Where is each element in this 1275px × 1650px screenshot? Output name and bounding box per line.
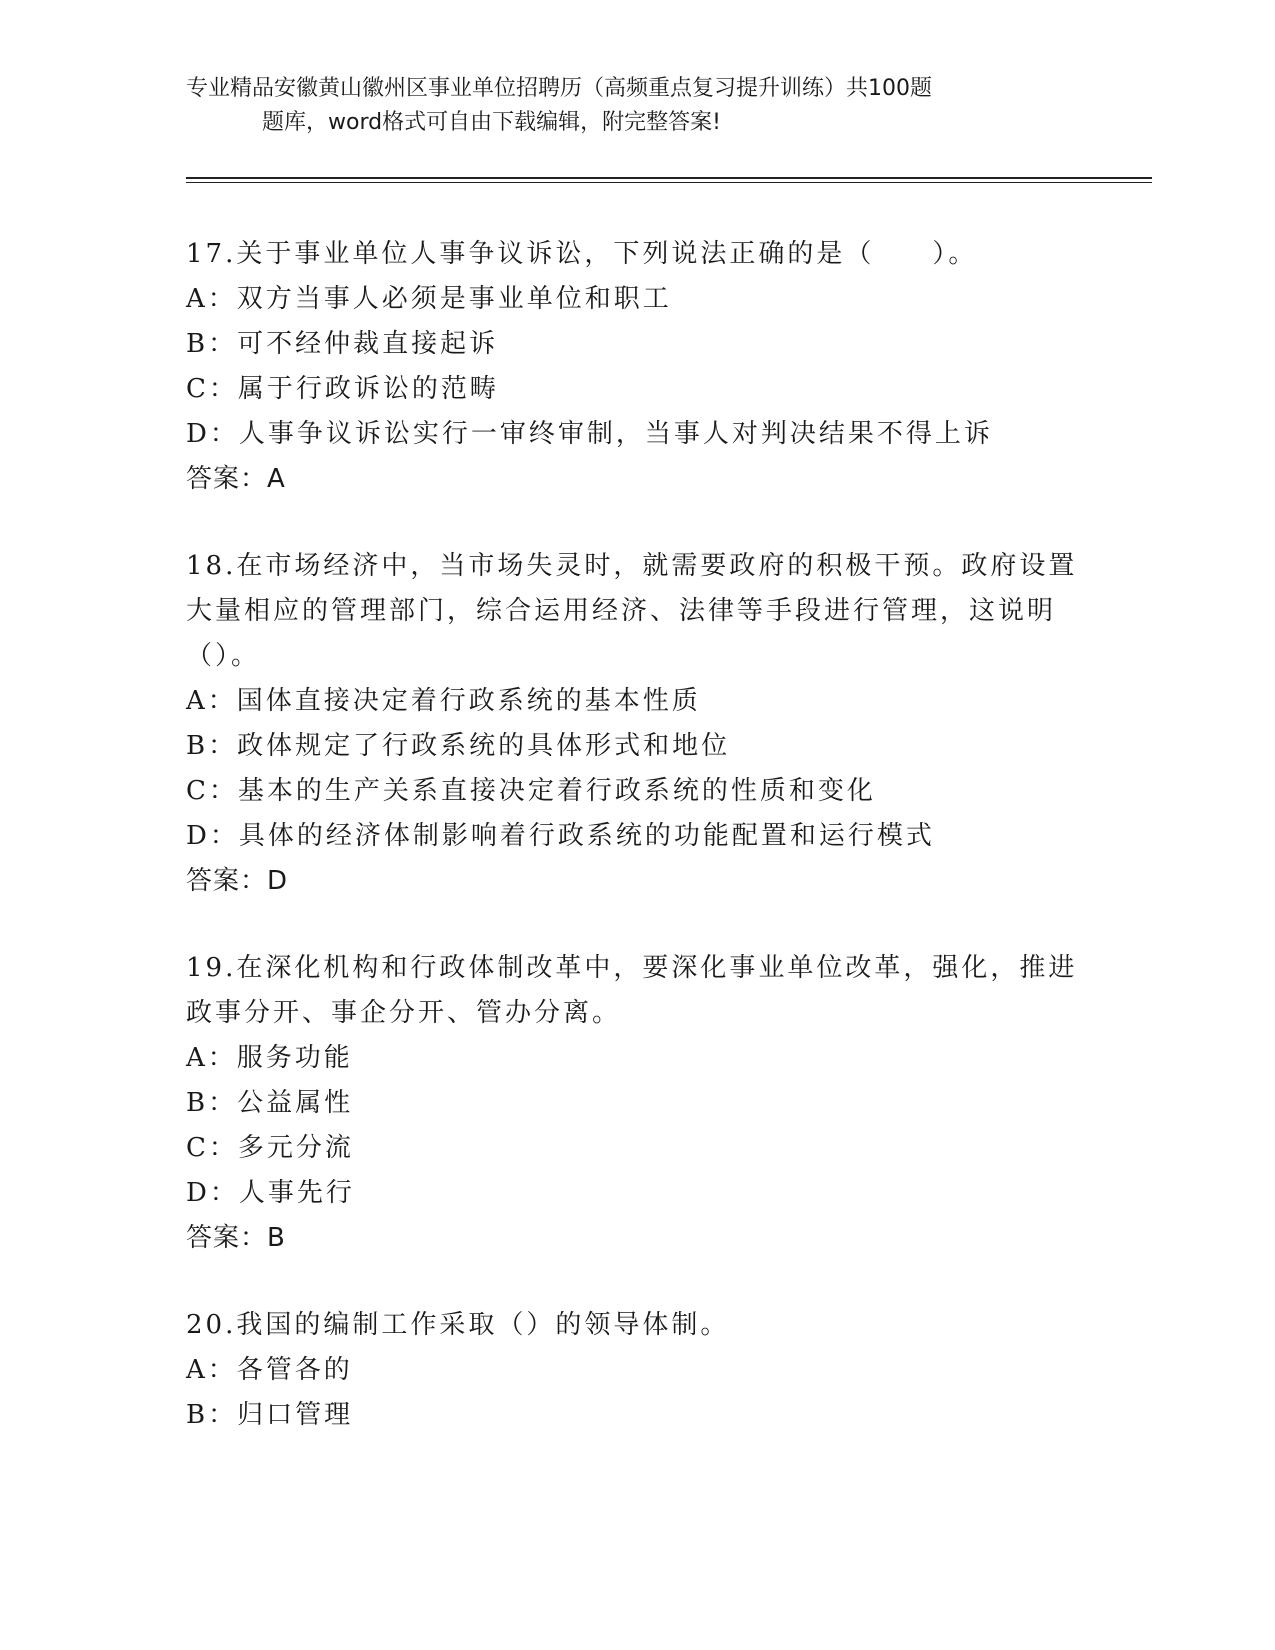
option-a: A：各管各的: [186, 1355, 353, 1385]
option-b: B：可不经仲裁直接起诉: [186, 329, 499, 359]
option-c: C：多元分流: [186, 1133, 354, 1163]
option-d: D：人事争议诉讼实行一审终审制，当事人对判决结果不得上诉: [186, 419, 993, 449]
answer: 答案：D: [186, 866, 289, 896]
document-header: [186, 72, 1046, 140]
question-stem: 20.我国的编制工作采取（）的领导体制。: [186, 1310, 730, 1340]
header-title-line-1: 专业精品安徽黄山徽州区事业单位招聘历（高频重点复习提升训练）共100题: [186, 76, 932, 101]
option-d: D：具体的经济体制影响着行政系统的功能配置和运行模式: [186, 821, 935, 851]
question-stem: 19.在深化机构和行政体制改革中，要深化事业单位改革，强化，推进政事分开、事企分开、管办分离。: [186, 953, 1078, 1028]
header-divider-thin: [186, 182, 1152, 183]
answer: 答案：B: [186, 1223, 286, 1253]
question-17: [186, 232, 1086, 502]
question-18: [186, 544, 1086, 904]
question-stem: 17.关于事业单位人事争议诉讼，下列说法正确的是（ ）。: [186, 239, 978, 269]
answer: 答案：A: [186, 464, 286, 494]
option-a: A：双方当事人必须是事业单位和职工: [186, 284, 672, 314]
option-c: C：属于行政诉讼的范畴: [186, 374, 499, 404]
question-19: [186, 946, 1086, 1261]
question-20: [186, 1303, 1086, 1438]
header-divider-thick: [186, 177, 1152, 179]
option-a: A：国体直接决定着行政系统的基本性质: [186, 686, 701, 716]
header-title-line-2: 题库，word格式可自由下载编辑，附完整答案!: [262, 110, 721, 135]
option-d: D：人事先行: [186, 1178, 355, 1208]
option-b: B：政体规定了行政系统的具体形式和地位: [186, 731, 731, 761]
question-list: [186, 232, 1086, 1480]
option-a: A：服务功能: [186, 1043, 353, 1073]
question-stem: 18.在市场经济中，当市场失灵时，就需要政府的积极干预。政府设置大量相应的管理部门，综合运用经济、法律等手段进行管理，这说明（）。: [186, 551, 1078, 671]
option-b: B：公益属性: [186, 1088, 354, 1118]
option-c: C：基本的生产关系直接决定着行政系统的性质和变化: [186, 776, 876, 806]
option-b: B：归口管理: [186, 1400, 354, 1430]
